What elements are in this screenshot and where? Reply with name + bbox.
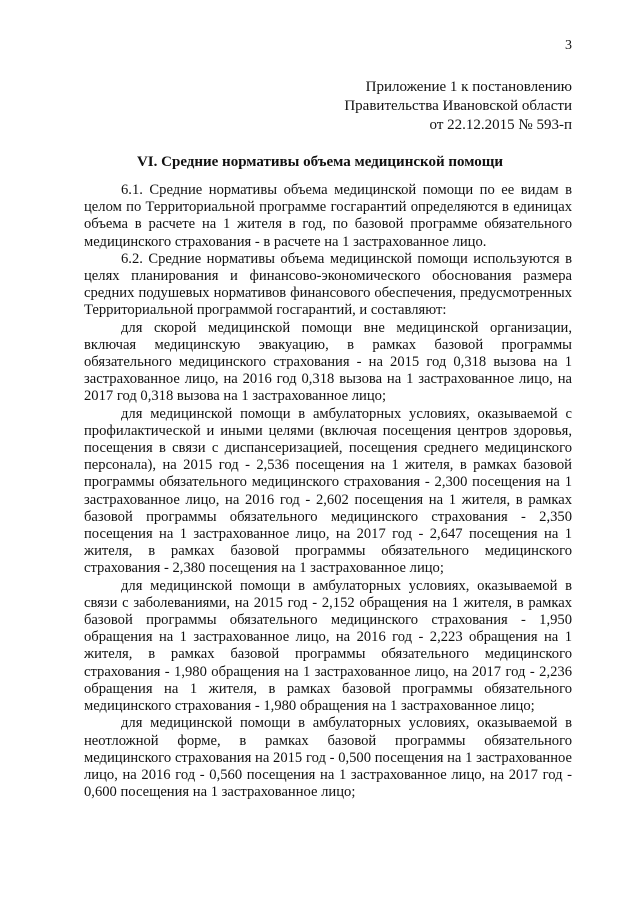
section-heading: VI. Средние нормативы объема медицинской помощи [136, 154, 504, 170]
document-body [84, 182, 572, 801]
page-number: 3 [565, 38, 572, 53]
paragraph-emergency-care: для скорой медицинской помощи вне медицинской организации, включая медицинскую эвакуацию, в рамках базовой программы обязательного медицинского страхования - на 2015 год 0,318 вызова на 1 застрахованное лицо, на 2016 год 0,318 вызова на 1 застрахованное лицо, на 2017 год 0,318 вызова на 1 застрахованное лицо; [84, 319, 572, 405]
paragraph-outpatient-disease: для медицинской помощи в амбулаторных условиях, оказываемой в связи с заболеваниями, на 2015 год - 2,152 обращения на 1 жителя, в рамках базовой программы обязательного медицинского страхования - 1,950 обращения на 1 застрахованное лицо, на 2016 год - 2,223 обращения на 1 жителя, в рамках базовой программы обязательного медицинского страхования - 1,980 обращения на 1 застрахованное лицо, на 2017 год - 2,236 обращения на 1 жителя, в рамках базовой программы обязательного медицинского страхования - 1,980 обращения на 1 застрахованное лицо; [84, 577, 572, 715]
annex-line-3: от 22.12.2015 № 593-п [429, 117, 572, 133]
paragraph-6-2: 6.2. Средние нормативы объема медицинской помощи используются в целях планирования и финансово-экономического обоснования размера средних подушевых нормативов финансового обеспечения, предусмотренных Территориальной программой госгарантий, и составляют: [84, 250, 572, 319]
paragraph-outpatient-urgent: для медицинской помощи в амбулаторных условиях, оказываемой в неотложной форме, в рамках базовой программы обязательного медицинского страхования на 2015 год - 0,500 посещения на 1 застрахованное лицо, на 2016 год - 0,560 посещения на 1 застрахованное лицо, на 2017 год - 0,600 посещения на 1 застрахованное лицо; [84, 715, 572, 801]
annex-line-2: Правительства Ивановской области [344, 98, 572, 114]
paragraph-outpatient-preventive: для медицинской помощи в амбулаторных условиях, оказываемой с профилактической и иными целями (включая посещения центров здоровья, посещения в связи с диспансеризацией, посещения среднего медицинского персонала), на 2015 год - 2,536 посещения на 1 жителя, в рамках базовой программы обязательного медицинского страхования - 2,300 посещения на 1 застрахованное лицо, на 2016 год - 2,602 посещения на 1 жителя, в рамках базовой программы обязательного медицинского страхования - 2,350 посещения на 1 застрахованное лицо, на 2017 год - 2,647 посещения на 1 жителя, в рамках базовой программы обязательного медицинского страхования - 2,380 посещения на 1 застрахованное лицо; [84, 405, 572, 577]
annex-line-1: Приложение 1 к постановлению [365, 79, 572, 95]
paragraph-6-1: 6.1. Средние нормативы объема медицинской помощи по ее видам в целом по Территориальной программе госгарантий определяются в единицах объема в расчете на 1 жителя в год, по базовой программе обязательного медицинского страхования - в расчете на 1 застрахованное лицо. [84, 182, 572, 250]
annex-reference [192, 78, 572, 135]
